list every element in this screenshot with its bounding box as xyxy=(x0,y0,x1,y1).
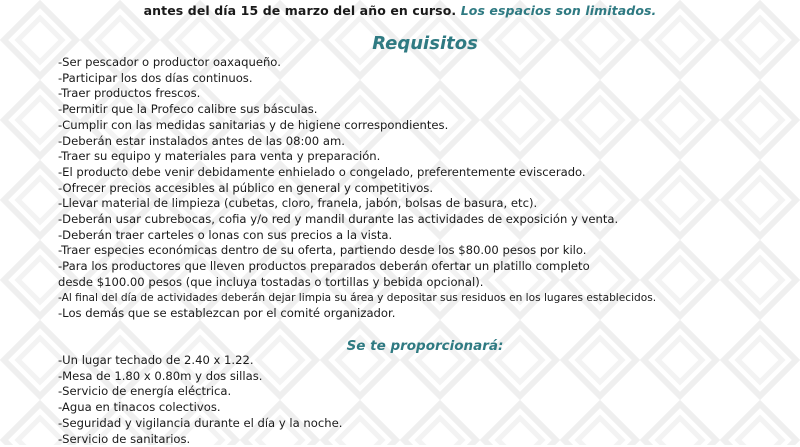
proporcionara-list xyxy=(58,353,342,447)
list-item: -Agua en tinacos colectivos. xyxy=(58,400,221,415)
deadline-line xyxy=(0,3,800,18)
list-item: desde $100.00 pesos (que incluya tostadas o tortillas y bebida opcional). xyxy=(58,274,484,289)
requisitos-heading: Requisitos xyxy=(372,33,478,54)
requisitos-list xyxy=(58,55,656,322)
list-item: -Servicio de sanitarios. xyxy=(58,431,191,446)
list-item: -Los demás que se establezcan por el comité organizador. xyxy=(58,306,396,321)
list-item: -Deberán estar instalados antes de las 08:00 am. xyxy=(58,133,345,148)
list-item: -Participar los dos días continuos. xyxy=(58,70,253,85)
deadline-text: antes del día 15 de marzo del año en curso. xyxy=(143,3,457,18)
list-item: -Seguridad y vigilancia durante el día y la noche. xyxy=(58,415,343,430)
list-item: -Ofrecer precios accesibles al público en general y competitivos. xyxy=(58,180,434,195)
list-item: -Traer su equipo y materiales para venta y preparación. xyxy=(58,149,381,164)
list-item: -Permitir que la Profeco calibre sus básculas. xyxy=(58,102,318,117)
list-item: -Para los productores que lleven productos preparados deberán ofertar un platillo completo xyxy=(58,259,590,274)
list-item: -Mesa de 1.80 x 0.80m y dos sillas. xyxy=(58,368,263,383)
limited-spaces-note: Los espacios son limitados. xyxy=(460,3,657,18)
list-item: -Traer especies económicas dentro de su oferta, partiendo desde los $80.00 pesos por kilo. xyxy=(58,243,587,258)
list-item: -Traer productos frescos. xyxy=(58,86,201,101)
list-item: -Ser pescador o productor oaxaqueño. xyxy=(58,55,281,69)
list-item: -Al final del día de actividades deberán dejar limpia su área y depositar sus residuos en los lugares establecidos. xyxy=(58,291,657,304)
proporcionara-heading: Se te proporcionará: xyxy=(346,338,504,354)
list-item: -Servicio de energía eléctrica. xyxy=(58,384,232,399)
list-item: -Un lugar techado de 2.40 x 1.22. xyxy=(58,353,254,367)
list-item: -Deberán traer carteles o lonas con sus precios a la vista. xyxy=(58,227,393,242)
list-item: -Llevar material de limpieza (cubetas, cloro, franela, jabón, bolsas de basura, etc). xyxy=(58,196,538,211)
list-item: -Deberán usar cubrebocas, cofia y/o red y mandil durante las actividades de exposición y venta. xyxy=(58,212,619,227)
list-item: -Cumplir con las medidas sanitarias y de higiene correspondientes. xyxy=(58,117,449,132)
list-item: -El producto debe venir debidamente enhielado o congelado, preferentemente eviscerado. xyxy=(58,164,586,179)
